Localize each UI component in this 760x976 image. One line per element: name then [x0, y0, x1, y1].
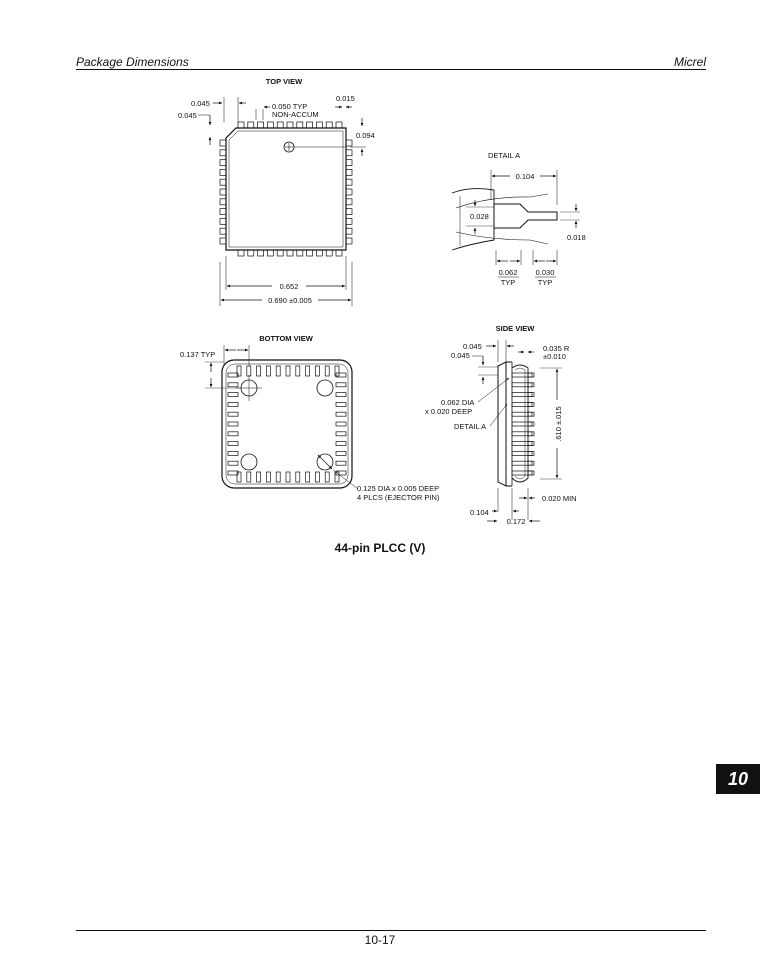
lead: [228, 383, 238, 387]
lead: [286, 472, 290, 482]
lead: [258, 122, 264, 128]
lead: [325, 472, 329, 482]
lead: [512, 402, 532, 406]
lead: [220, 209, 226, 215]
lead: [346, 209, 352, 215]
dim-ejector-note: 4 PLCS (EJECTOR PIN): [357, 493, 440, 502]
top-view: [178, 77, 375, 306]
dim-height: .610 ±.015: [554, 406, 563, 442]
lead: [346, 169, 352, 175]
dim-body-outer: 0.690 ±0.005: [268, 296, 312, 305]
dim-depth-a: 0.104: [470, 508, 489, 517]
lead: [512, 432, 532, 436]
lead: [220, 160, 226, 166]
lead: [297, 250, 303, 256]
lead: [228, 471, 238, 475]
lead: [335, 366, 339, 376]
lead: [276, 472, 280, 482]
lead: [220, 238, 226, 244]
bottom-view-title: BOTTOM VIEW: [259, 334, 313, 343]
lead: [528, 432, 534, 436]
lead: [512, 461, 532, 465]
dim-lead-setback: 0.045: [178, 111, 197, 120]
lead: [346, 140, 352, 146]
side-view-body: [498, 362, 506, 486]
lead: [528, 402, 534, 406]
lead: [528, 383, 534, 387]
lead: [247, 366, 251, 376]
lead: [315, 366, 319, 376]
lead: [296, 366, 300, 376]
dim-detail-typ2-unit: TYP: [537, 278, 553, 287]
lead: [346, 179, 352, 185]
side-view: [425, 324, 577, 526]
detail-a: [452, 151, 586, 287]
top-view-body: [226, 128, 346, 250]
dim-depth-b: 0.172: [506, 517, 526, 526]
lead: [267, 122, 273, 128]
lead: [336, 432, 346, 436]
lead: [528, 451, 534, 455]
lead: [220, 140, 226, 146]
lead: [512, 422, 532, 426]
section-title: Package Dimensions: [76, 55, 189, 69]
lead: [512, 412, 532, 416]
lead: [237, 366, 241, 376]
detail-a-title: DETAIL A: [488, 151, 521, 160]
lead: [287, 122, 293, 128]
lead: [315, 472, 319, 482]
dim-detail-typ2: 0.030: [535, 268, 555, 277]
lead: [326, 250, 332, 256]
lead: [336, 393, 346, 397]
lead: [336, 373, 346, 377]
page-number: 10-17: [364, 933, 396, 947]
dim-radius-tol: ±0.010: [543, 352, 566, 361]
lead: [276, 366, 280, 376]
dim-corner: 0.094: [356, 131, 375, 140]
top-view-title: TOP VIEW: [265, 77, 303, 86]
detail-a-lead: [494, 204, 557, 228]
dim-dia-depth: x 0.020 DEEP: [425, 407, 473, 416]
lead: [336, 471, 346, 475]
lead: [220, 199, 226, 205]
lead: [297, 122, 303, 128]
detail-a-ref: DETAIL A: [454, 422, 487, 431]
lead: [266, 366, 270, 376]
lead: [220, 228, 226, 234]
dim-standoff: 0.020 MIN: [542, 494, 577, 503]
bottom-view-leads: [228, 366, 346, 482]
lead: [228, 461, 238, 465]
section-tab: 10: [716, 764, 760, 794]
lead: [346, 160, 352, 166]
lead: [512, 373, 532, 377]
brand-name: Micrel: [674, 55, 706, 69]
lead: [277, 122, 283, 128]
lead: [336, 412, 346, 416]
lead: [528, 373, 534, 377]
dim-detail-lead-thick: 0.018: [567, 233, 586, 242]
lead: [266, 472, 270, 482]
dim-dia: 0.062 DIA: [441, 398, 475, 407]
lead: [316, 250, 322, 256]
lead: [512, 451, 532, 455]
lead: [248, 250, 254, 256]
dim-ejector: 0.125 DIA x 0.005 DEEP: [357, 484, 440, 493]
lead: [528, 393, 534, 397]
lead: [248, 122, 254, 128]
lead: [286, 366, 290, 376]
lead: [296, 472, 300, 482]
side-view-leads: [512, 373, 534, 475]
lead: [238, 250, 244, 256]
lead: [220, 189, 226, 195]
lead: [306, 472, 310, 482]
dim-side-a: 0.045: [463, 342, 482, 351]
lead: [346, 189, 352, 195]
lead: [346, 199, 352, 205]
lead: [307, 250, 313, 256]
lead: [267, 250, 273, 256]
lead: [228, 412, 238, 416]
lead: [220, 218, 226, 224]
ejector-pin-icon: [241, 454, 257, 470]
lead: [346, 238, 352, 244]
lead: [346, 228, 352, 234]
lead: [512, 393, 532, 397]
lead: [307, 122, 313, 128]
lead: [528, 422, 534, 426]
lead: [336, 402, 346, 406]
lead: [228, 451, 238, 455]
lead: [220, 179, 226, 185]
dim-body-inner: 0.652: [279, 282, 299, 291]
lead: [325, 366, 329, 376]
lead: [258, 250, 264, 256]
lead: [336, 122, 342, 128]
lead: [257, 472, 261, 482]
dim-detail-typ1: 0.062: [498, 268, 518, 277]
lead: [228, 442, 238, 446]
footer-rule: [76, 930, 706, 931]
lead: [336, 461, 346, 465]
figure-caption: 44-pin PLCC (V): [334, 541, 426, 555]
lead: [228, 432, 238, 436]
lead: [512, 471, 532, 475]
lead: [512, 383, 532, 387]
lead: [238, 122, 244, 128]
dim-lead-width: 0.045: [191, 99, 210, 108]
lead: [228, 393, 238, 397]
dim-gap: 0.015: [336, 94, 355, 103]
lead: [336, 451, 346, 455]
lead: [336, 422, 346, 426]
top-view-leads: [220, 122, 352, 256]
dim-detail-width: 0.104: [515, 172, 535, 181]
dim-detail-thickness: 0.028: [470, 212, 489, 221]
lead: [336, 250, 342, 256]
dim-pitch-note: NON-ACCUM: [272, 110, 319, 119]
bottom-view: [180, 334, 440, 502]
ejector-pin-icon: [317, 380, 333, 396]
lead: [220, 169, 226, 175]
bottom-view-body: [222, 360, 352, 488]
lead: [528, 461, 534, 465]
lead: [512, 442, 532, 446]
lead: [220, 150, 226, 156]
lead: [306, 366, 310, 376]
dim-detail-typ1-unit: TYP: [500, 278, 516, 287]
lead: [336, 383, 346, 387]
lead: [277, 250, 283, 256]
lead: [237, 472, 241, 482]
lead: [528, 471, 534, 475]
lead: [228, 402, 238, 406]
lead: [257, 366, 261, 376]
lead: [346, 150, 352, 156]
lead: [335, 472, 339, 482]
lead: [247, 472, 251, 482]
lead: [528, 442, 534, 446]
lead: [336, 442, 346, 446]
lead: [228, 422, 238, 426]
lead: [346, 218, 352, 224]
lead: [316, 122, 322, 128]
lead: [287, 250, 293, 256]
lead: [326, 122, 332, 128]
side-view-title: SIDE VIEW: [495, 324, 535, 333]
dim-side-b: 0.045: [451, 351, 470, 360]
dim-pitch: 0.050 TYP: [272, 102, 308, 111]
lead: [228, 373, 238, 377]
dim-radius: 0.035 R: [543, 344, 570, 353]
dim-inset: 0.137 TYP: [180, 350, 216, 359]
lead: [528, 412, 534, 416]
